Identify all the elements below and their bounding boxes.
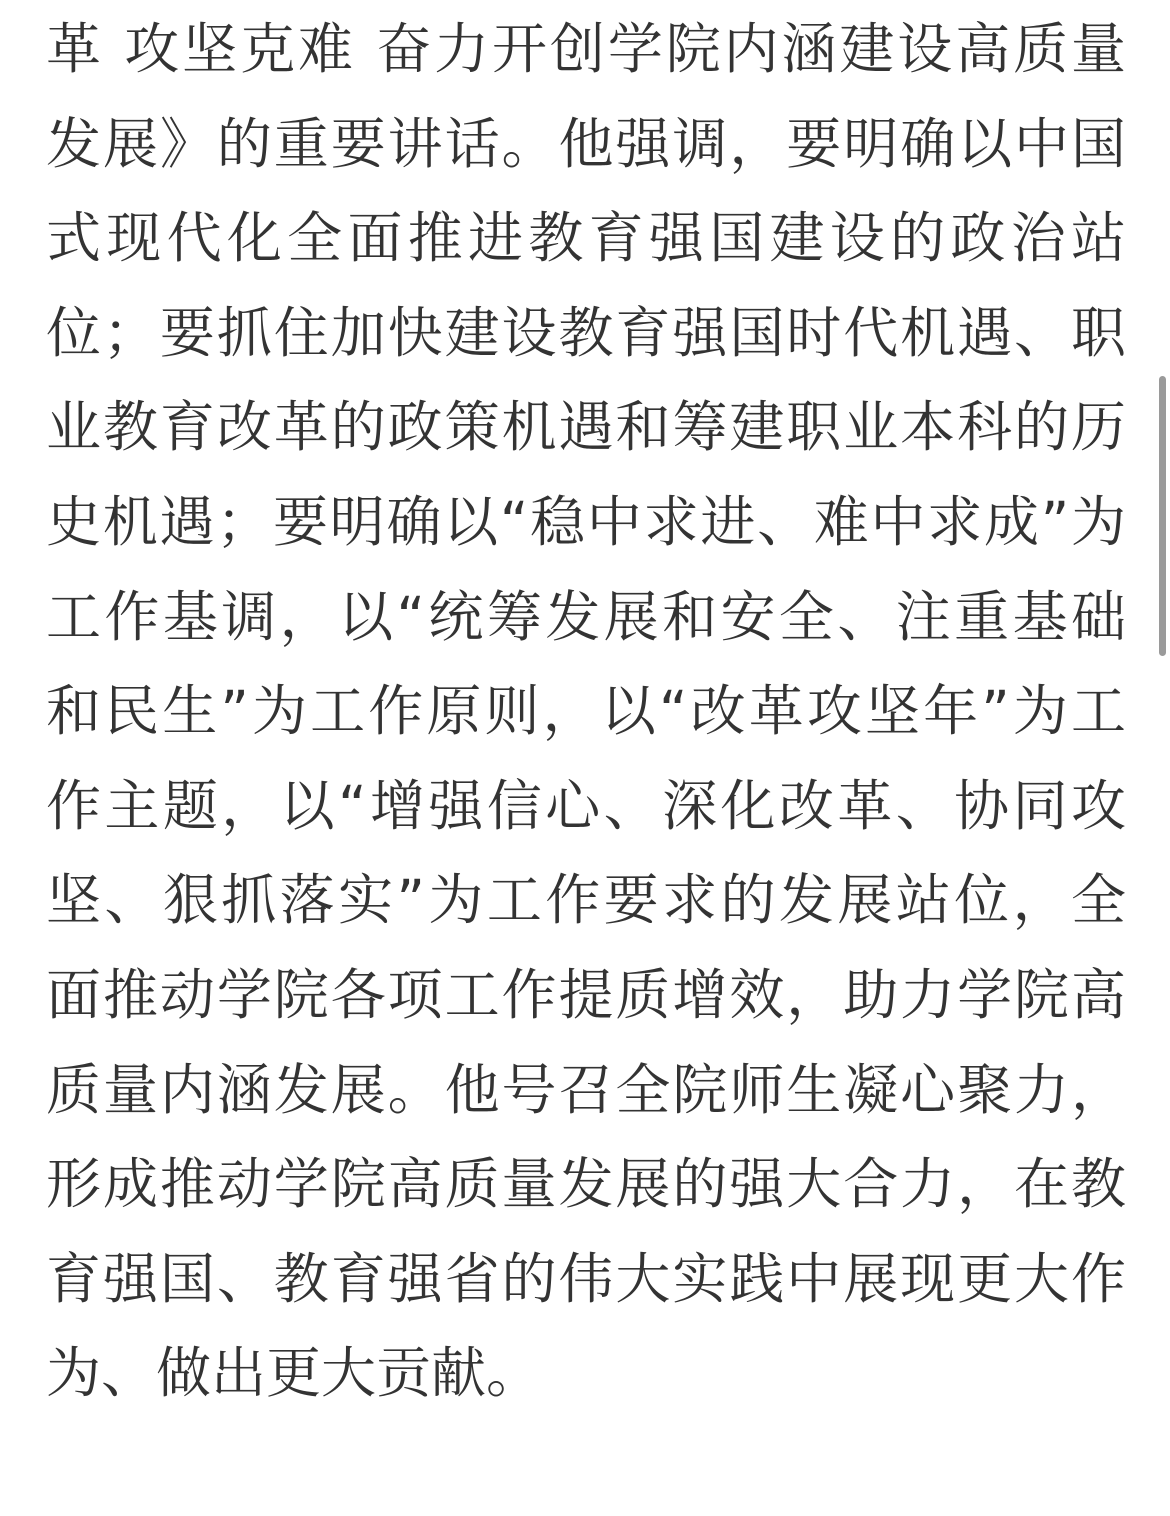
paragraph-line: 质量内涵发展。他号召全院师生凝心聚力， (46, 1057, 1126, 1122)
paragraph-line: 作主题，以“增强信心、深化改革、协同攻 (46, 773, 1126, 838)
paragraph-line: 发展》的重要讲话。他强调，要明确以中国 (46, 111, 1126, 176)
paragraph-line: 业教育改革的政策机遇和筹建职业本科的历 (46, 395, 1126, 460)
paragraph-line: 式现代化全面推进教育强国建设的政治站 (46, 206, 1126, 271)
paragraph-line: 育强国、教育强省的伟大实践中展现更大作 (46, 1246, 1126, 1311)
article-body (46, 2, 1126, 1421)
scrollbar-thumb[interactable] (1159, 376, 1166, 656)
vertical-scrollbar[interactable] (1157, 0, 1167, 1516)
paragraph-line: 工作基调，以“统筹发展和安全、注重基础 (46, 584, 1126, 649)
paragraph-line: 坚、狠抓落实”为工作要求的发展站位，全 (46, 868, 1126, 933)
paragraph-line: 为、做出更大贡献。 (46, 1341, 542, 1406)
paragraph-line: 面推动学院各项工作提质增效，助力学院高 (46, 962, 1126, 1027)
paragraph-line: 史机遇；要明确以“稳中求进、难中求成”为 (46, 489, 1126, 554)
paragraph-line: 位；要抓住加快建设教育强国时代机遇、职 (46, 300, 1126, 365)
paragraph-line: 形成推动学院高质量发展的强大合力，在教 (46, 1152, 1126, 1217)
paragraph-line: 和民生”为工作原则，以“改革攻坚年”为工 (46, 679, 1126, 744)
paragraph-line: 革 攻坚克难 奋力开创学院内涵建设高质量 (46, 17, 1126, 81)
